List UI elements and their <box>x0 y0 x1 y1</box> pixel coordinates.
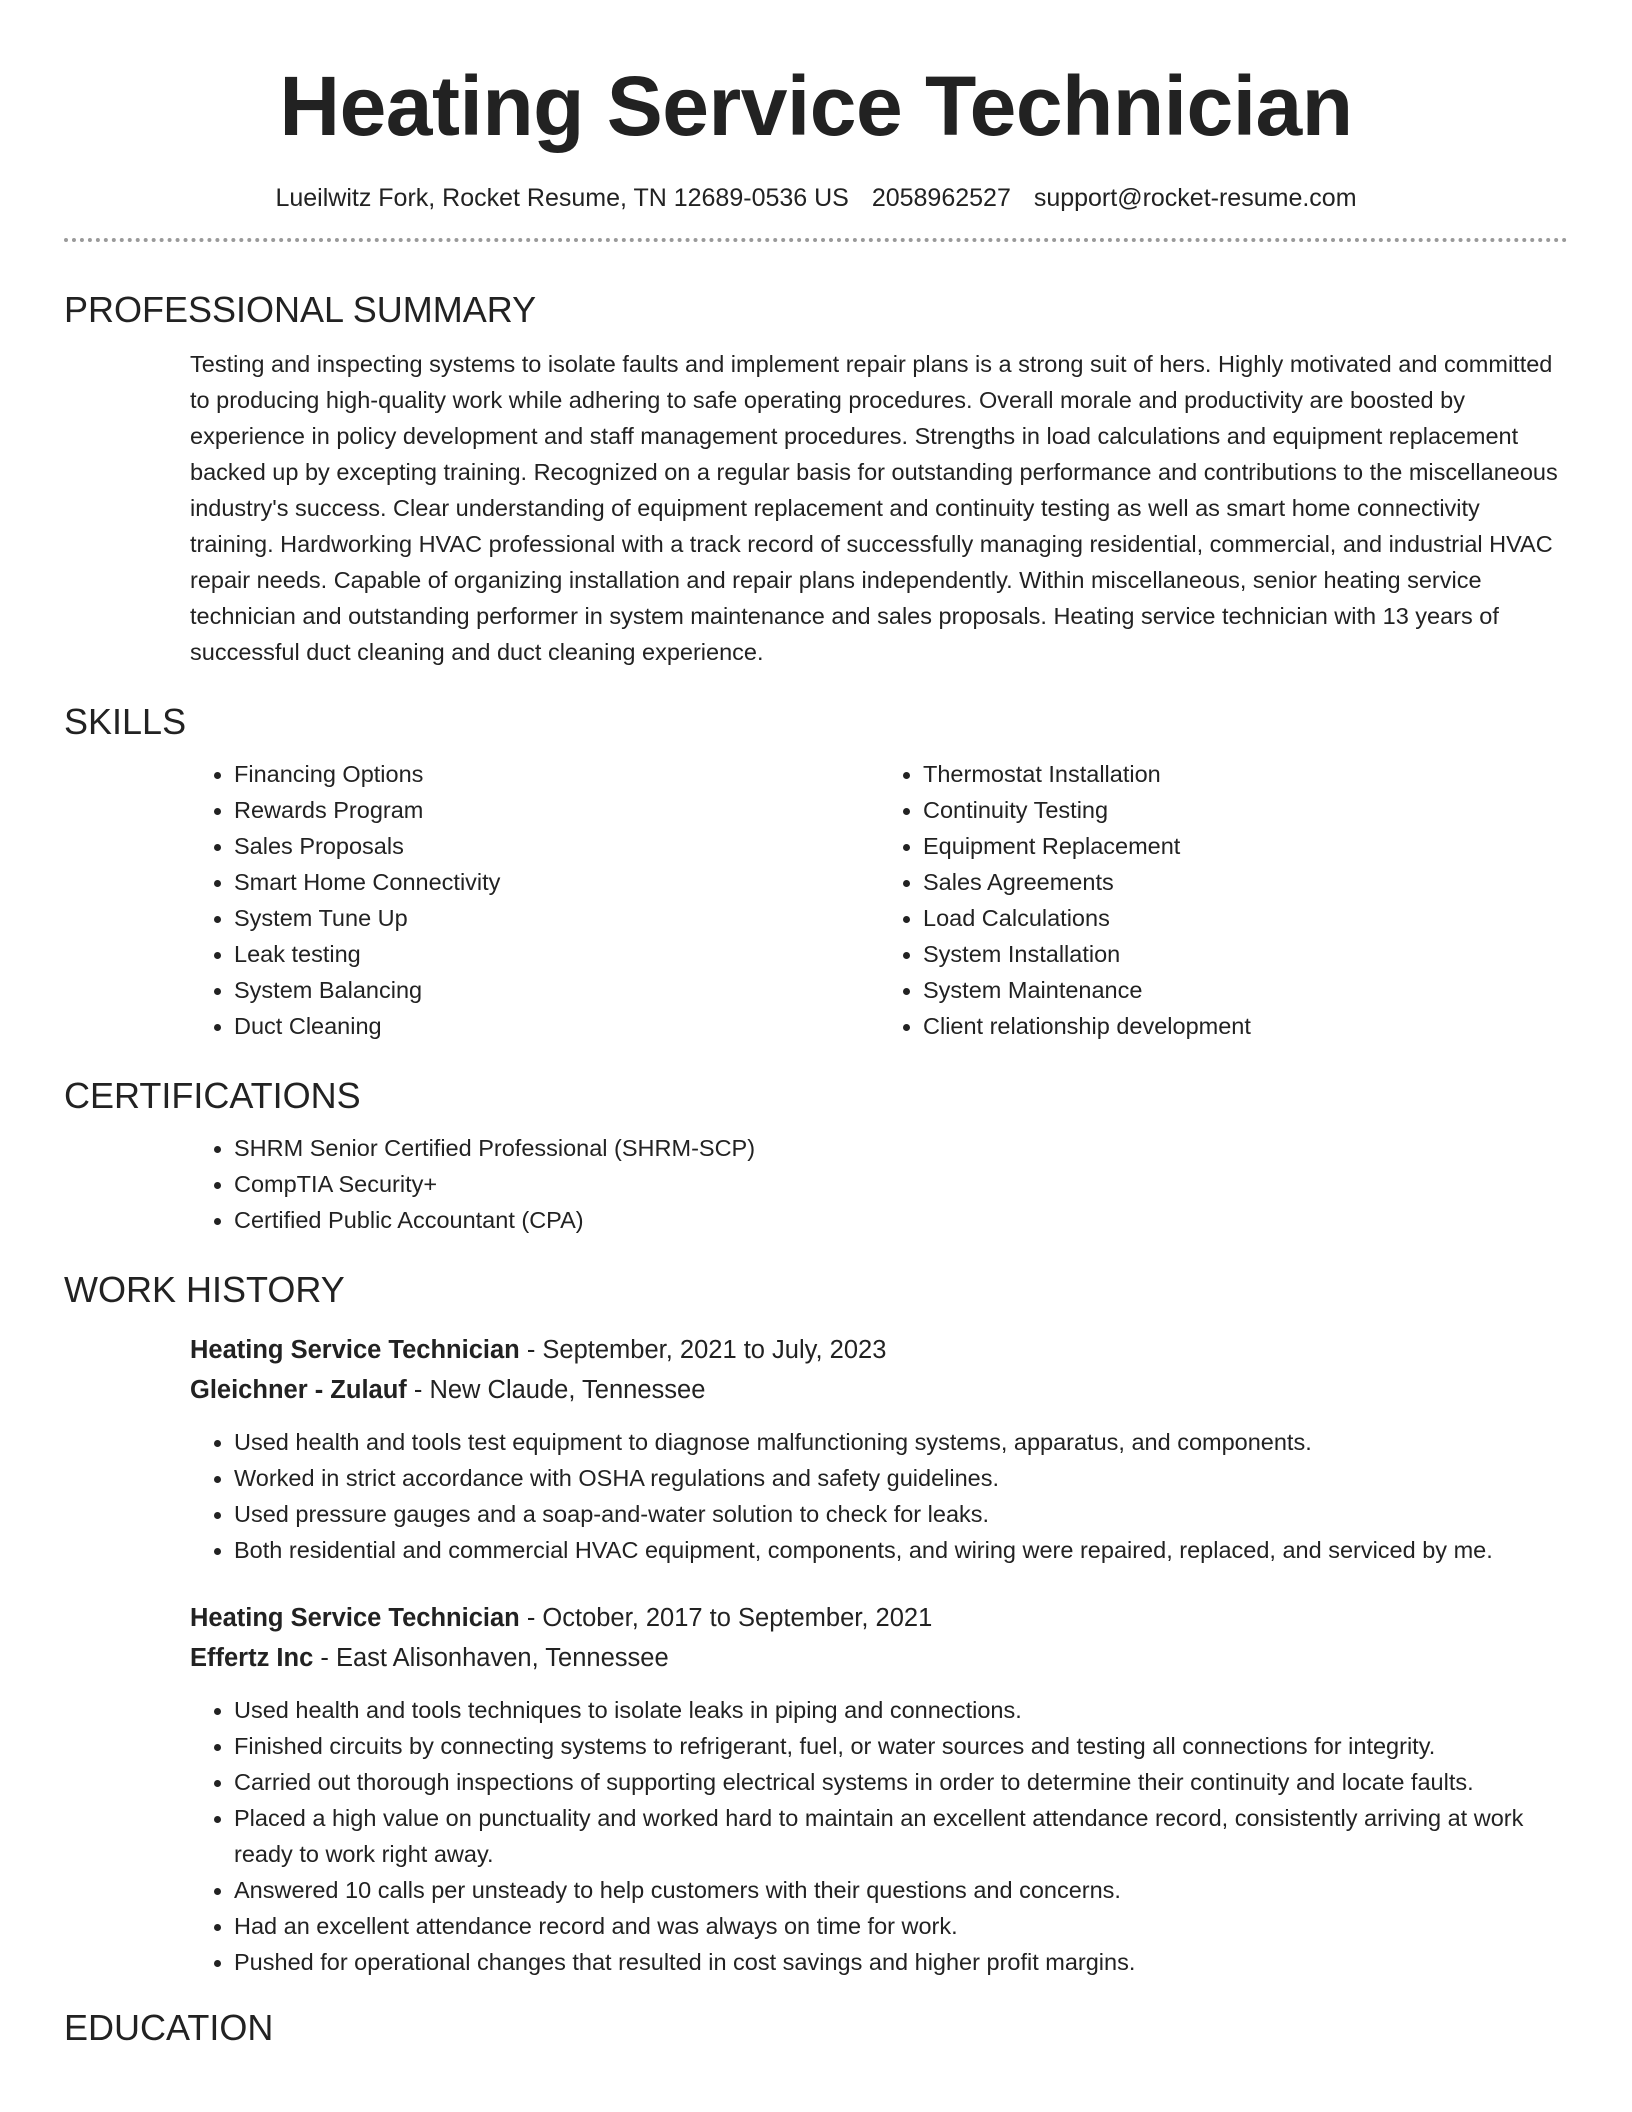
skill-item: • Client relationship development <box>923 1008 1568 1044</box>
skills-right-list <box>879 756 1568 1044</box>
skill-item: • Sales Agreements <box>923 864 1568 900</box>
skills-body <box>190 756 1568 1044</box>
skill-item: • Smart Home Connectivity <box>234 864 879 900</box>
job-bullets <box>190 1424 1568 1568</box>
skills-section <box>64 700 1568 1044</box>
job-company-line <box>190 1638 1568 1678</box>
skill-item: • System Installation <box>923 936 1568 972</box>
work-history-body <box>190 1330 1568 1980</box>
certifications-list <box>190 1130 1568 1238</box>
education-section <box>64 2006 1568 2050</box>
summary-heading: PROFESSIONAL SUMMARY <box>64 289 537 330</box>
skill-item: • Continuity Testing <box>923 792 1568 828</box>
skill-item: • System Tune Up <box>234 900 879 936</box>
skill-item: • Sales Proposals <box>234 828 879 864</box>
job-bullet: • Carried out thorough inspections of supporting electrical systems in order to determine their continuity and locate faults. <box>234 1764 1568 1800</box>
job-bullet: • Worked in strict accordance with OSHA regulations and safety guidelines. <box>234 1460 1568 1496</box>
job-bullet: • Both residential and commercial HVAC equipment, components, and wiring were repaired, replaced, and serviced by me. <box>234 1532 1568 1568</box>
certification-item: • Certified Public Accountant (CPA) <box>234 1202 1568 1238</box>
summary-body <box>190 346 1568 670</box>
skill-item: • Leak testing <box>234 936 879 972</box>
job-bullet: • Used pressure gauges and a soap-and-water solution to check for leaks. <box>234 1496 1568 1532</box>
candidate-name: Heating Service Technician <box>279 59 1353 153</box>
job-bullet: • Placed a high value on punctuality and worked hard to maintain an excellent attendance record, consistently arriving at work ready to work right away. <box>234 1800 1568 1872</box>
summary-section <box>64 288 1568 670</box>
job-bullet: • Finished circuits by connecting systems to refrigerant, fuel, or water sources and testing all connections for integrity. <box>234 1728 1568 1764</box>
contact-address: Lueilwitz Fork, Rocket Resume, TN 12689-0536 US <box>275 184 849 212</box>
skills-left-list <box>190 756 879 1044</box>
job-role: Heating Service Technician <box>190 1336 520 1364</box>
skill-item: • Load Calculations <box>923 900 1568 936</box>
header-divider <box>64 238 1568 242</box>
skill-item: • Equipment Replacement <box>923 828 1568 864</box>
contact-email: support@rocket-resume.com <box>1033 184 1357 212</box>
contact-line <box>64 182 1568 214</box>
skill-item: • System Maintenance <box>923 972 1568 1008</box>
certifications-heading: CERTIFICATIONS <box>64 1075 361 1116</box>
summary-text: Testing and inspecting systems to isolate faults and implement repair plans is a strong suit of hers. Highly motivated and committed to producing high-quality work while adhering to safe operating procedures. Overall morale and productivity are boosted by experience in policy development and staff management procedures. Strengths in load calculations and equipment replacement backed up by excepting training. Recognized on a regular basis for outstanding performance and contributions to the miscellaneous industry's success. Clear understanding of equipment replacement and continuity testing as well as smart home connectivity training. Hardworking HVAC professional with a track record of successfully managing residential, commercial, and industrial HVAC repair needs. Capable of organizing installation and repair plans independently. Within miscellaneous, senior heating service technician and outstanding performer in system maintenance and sales proposals. Heating service technician with 13 years of successful duct cleaning and duct cleaning experience. <box>190 351 1558 665</box>
job-bullet: • Pushed for operational changes that resulted in cost savings and higher profit margins. <box>234 1944 1568 1980</box>
certifications-body <box>190 1130 1568 1238</box>
skills-heading: SKILLS <box>64 701 187 742</box>
job-bullet: • Used health and tools techniques to isolate leaks in piping and connections. <box>234 1692 1568 1728</box>
job-company: Gleichner - Zulauf <box>190 1376 407 1404</box>
skill-item: • Rewards Program <box>234 792 879 828</box>
job-location: - East Alisonhaven, Tennessee <box>313 1644 669 1672</box>
skills-columns <box>190 756 1568 1044</box>
skill-item: • System Balancing <box>234 972 879 1008</box>
work-history-heading: WORK HISTORY <box>64 1269 345 1310</box>
job-dates: - September, 2021 to July, 2023 <box>519 1336 887 1364</box>
job-bullet: • Had an excellent attendance record and was always on time for work. <box>234 1908 1568 1944</box>
job-bullet: • Answered 10 calls per unsteady to help customers with their questions and concerns. <box>234 1872 1568 1908</box>
work-history-section <box>64 1268 1568 1980</box>
job-title-line <box>190 1598 1568 1638</box>
job-location: - New Claude, Tennessee <box>406 1376 706 1404</box>
skill-item: • Thermostat Installation <box>923 756 1568 792</box>
job-role: Heating Service Technician <box>190 1604 520 1632</box>
education-heading: EDUCATION <box>64 2007 274 2048</box>
contact-phone: 2058962527 <box>871 184 1011 212</box>
skill-item: • Duct Cleaning <box>234 1008 879 1044</box>
job-bullets <box>190 1692 1568 1980</box>
certifications-section <box>64 1074 1568 1238</box>
job-company-line <box>190 1370 1568 1410</box>
job-company: Effertz Inc <box>190 1644 314 1672</box>
job-entry <box>190 1330 1568 1568</box>
job-dates: - October, 2017 to September, 2021 <box>519 1604 933 1632</box>
job-entry <box>190 1598 1568 1980</box>
job-title-line <box>190 1330 1568 1370</box>
skill-item: • Financing Options <box>234 756 879 792</box>
certification-item: • SHRM Senior Certified Professional (SHRM-SCP) <box>234 1130 1568 1166</box>
certification-item: • CompTIA Security+ <box>234 1166 1568 1202</box>
job-bullet: • Used health and tools test equipment to diagnose malfunctioning systems, apparatus, and components. <box>234 1424 1568 1460</box>
